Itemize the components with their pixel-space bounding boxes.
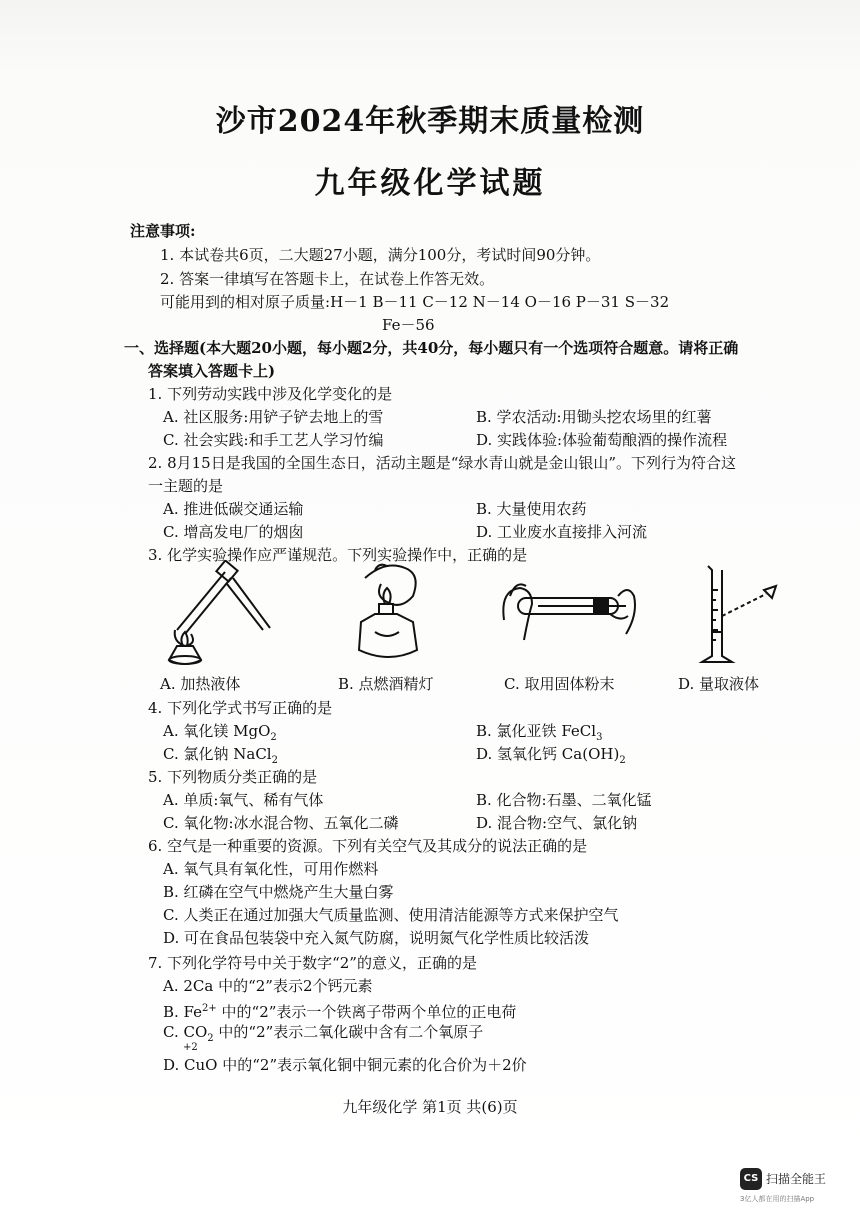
watermark-name: 扫描全能王 (766, 1172, 827, 1186)
question-7-option-c: C. $CO_2$ 中的“2”表示二氧化碳中含有二个氧原子 (163, 1023, 484, 1044)
question-4-option-a: A. 氧化镁 MgO$_2$ (163, 722, 277, 743)
question-1-option-b: B. 学农活动:用锄头挖农场里的红薯 (476, 408, 712, 426)
question-1-option-d: D. 实践体验:体验葡萄酿酒的操作流程 (476, 431, 728, 449)
atomic-mass-label: 可能用到的相对原子质量: (160, 293, 331, 311)
question-2-stem: 2. 8月15日是我国的全国生态日，活动主题是“绿水青山就是金山银山”。下列行为符合这 (148, 454, 737, 472)
question-2-option-b: B. 大量使用农药 (476, 500, 587, 518)
atomic-mass-line (160, 292, 669, 312)
question-7-stem: 7. 下列化学符号中关于数字“2”的意义，正确的是 (148, 954, 477, 972)
question-2-option-c: C. 增高发电厂的烟囱 (163, 523, 304, 541)
question-6-option-a: A. 氧气具有氧化性，可用作燃料 (163, 860, 379, 878)
question-4-option-b: B. 氯化亚铁 FeCl$_3$ (476, 722, 603, 743)
question-3-option-b: B. 点燃酒精灯 (338, 675, 434, 693)
section-1-heading-2: 答案填入答题卡上) (148, 362, 276, 380)
question-6-option-c: C. 人类正在通过加强大气质量监测、使用清洁能源等方式来保护空气 (163, 906, 619, 924)
atomic-mass-values-2: Fe－56 (382, 316, 435, 334)
question-1-option-a: A. 社区服务:用铲子铲去地上的雪 (163, 408, 384, 426)
question-7-option-d: D. CuO 中的“2”表示氧化铜中铜元素的化合价为＋2价 (163, 1056, 527, 1074)
atomic-mass-values: H－1 B－11 C－12 N－14 O－16 P－31 S－32 (330, 293, 670, 311)
alcohol-lamp-figure (335, 560, 445, 670)
exam-title: 沙市2024年秋季期末质量检测 (215, 104, 645, 139)
question-1-stem: 1. 下列劳动实践中涉及化学变化的是 (148, 385, 393, 403)
question-2-stem-2: 一主题的是 (148, 477, 224, 495)
solid-powder-figure (498, 560, 638, 660)
question-4-option-c: C. 氯化钠 NaCl$_2$ (163, 745, 278, 766)
question-5-option-a: A. 单质:氧气、稀有气体 (163, 791, 324, 809)
question-7-option-d-valence: +2 (183, 1042, 198, 1053)
question-6-option-d: D. 可在食品包装袋中充入氮气防腐，说明氮气化学性质比较活泼 (163, 929, 590, 947)
question-7-option-b: B. $Fe^{2+}$ 中的“2”表示一个铁离子带两个单位的正电荷 (163, 1003, 517, 1021)
question-5-option-c: C. 氧化物:冰水混合物、五氧化二磷 (163, 814, 399, 832)
question-6-stem: 6. 空气是一种重要的资源。下列有关空气及其成分的说法正确的是 (148, 837, 588, 855)
camscanner-logo-icon: CS (740, 1168, 762, 1190)
question-3-option-d: D. 量取液体 (678, 675, 760, 693)
question-2-option-d: D. 工业废水直接排入河流 (476, 523, 648, 541)
scanner-watermark (740, 1168, 850, 1208)
page-footer: 九年级化学 第1页 共(6)页 (342, 1098, 518, 1116)
heating-liquid-figure (155, 560, 285, 670)
question-4-option-d: D. 氢氧化钙 $Ca(OH)_2$ (476, 745, 626, 766)
question-5-stem: 5. 下列物质分类正确的是 (148, 768, 318, 786)
notice-item-2: 2. 答案一律填写在答题卡上，在试卷上作答无效。 (160, 270, 495, 288)
question-4-stem: 4. 下列化学式书写正确的是 (148, 699, 333, 717)
question-3-option-c: C. 取用固体粉末 (504, 675, 615, 693)
question-2-option-a: A. 推进低碳交通运输 (163, 500, 304, 518)
question-5-option-d: D. 混合物:空气、氯化钠 (476, 814, 638, 832)
exam-subtitle: 九年级化学试题 (314, 166, 546, 201)
question-1-option-c: C. 社会实践:和手工艺人学习竹编 (163, 431, 384, 449)
question-3-option-a: A. 加热液体 (160, 675, 241, 693)
section-1-heading: 一、选择题(本大题20小题，每小题2分，共40分，每小题只有一个选项符合题意。请将正确 (124, 339, 739, 357)
question-3-stem: 3. 化学实验操作应严谨规范。下列实验操作中，正确的是 (148, 546, 528, 564)
question-5-option-b: B. 化合物:石墨、二氧化锰 (476, 791, 652, 809)
question-6-option-b: B. 红磷在空气中燃烧产生大量白雾 (163, 883, 394, 901)
watermark-tagline: 3亿人都在用的扫描App (740, 1195, 815, 1203)
notice-heading: 注意事项: (130, 222, 196, 240)
notice-item-1: 1. 本试卷共6页，二大题27小题，满分100分，考试时间90分钟。 (160, 246, 601, 264)
question-7-option-a: A. 2Ca 中的“2”表示2个钙元素 (163, 977, 373, 995)
measuring-cylinder-figure (680, 560, 790, 670)
